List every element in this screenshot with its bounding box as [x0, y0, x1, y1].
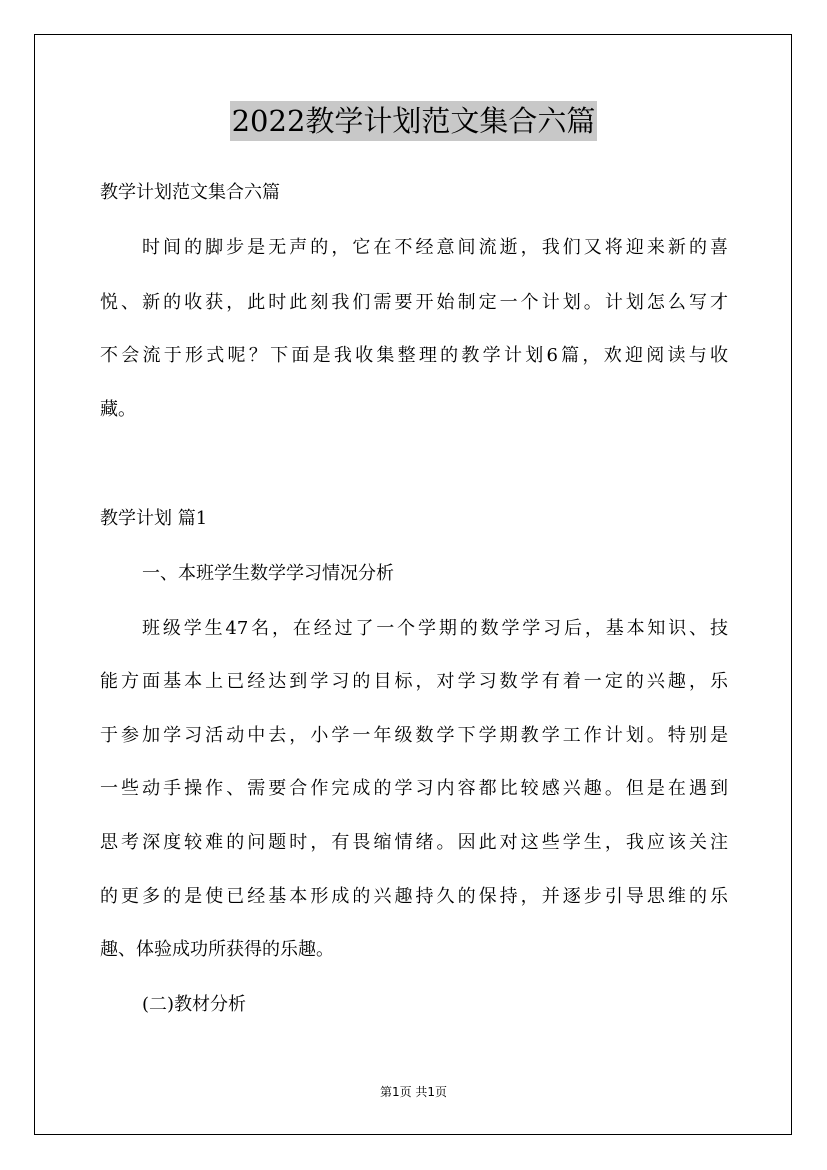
body-line: 一些动手操作、需要合作完成的学习内容都比较感兴趣。但是在遇到 — [100, 778, 728, 799]
body-line: 趣、体验成功所获得的乐趣。 — [100, 939, 334, 960]
title-container — [0, 101, 827, 141]
part-one-heading: 一、本班学生数学学习情况分析 — [142, 563, 394, 584]
intro-line: 藏。 — [100, 399, 136, 420]
subtitle: 教学计划范文集合六篇 — [100, 182, 280, 203]
part-two-heading: (二)教材分析 — [142, 994, 247, 1015]
body-line: 能方面基本上已经达到学习的目标，对学习数学有着一定的兴趣，乐 — [100, 671, 728, 692]
section-heading: 教学计划 篇1 — [100, 508, 208, 529]
page-footer: 第1页 共1页 — [379, 1085, 448, 1099]
body-line: 的更多的是使已经基本形成的兴趣持久的保持，并逐步引导思维的乐 — [100, 886, 728, 907]
body-line: 于参加学习活动中去，小学一年级数学下学期教学工作计划。特别是 — [100, 725, 728, 746]
intro-line: 不会流于形式呢？下面是我收集整理的教学计划6篇，欢迎阅读与收 — [100, 345, 728, 366]
body-line: 思考深度较难的问题时，有畏缩情绪。因此对这些学生，我应该关注 — [100, 832, 728, 853]
intro-line: 时间的脚步是无声的，它在不经意间流逝，我们又将迎来新的喜 — [142, 237, 728, 258]
document-title: 2022教学计划范文集合六篇 — [230, 101, 598, 141]
intro-line: 悦、新的收获，此时此刻我们需要开始制定一个计划。计划怎么写才 — [100, 292, 728, 313]
body-line: 班级学生47名，在经过了一个学期的数学学习后，基本知识、技 — [142, 618, 728, 639]
